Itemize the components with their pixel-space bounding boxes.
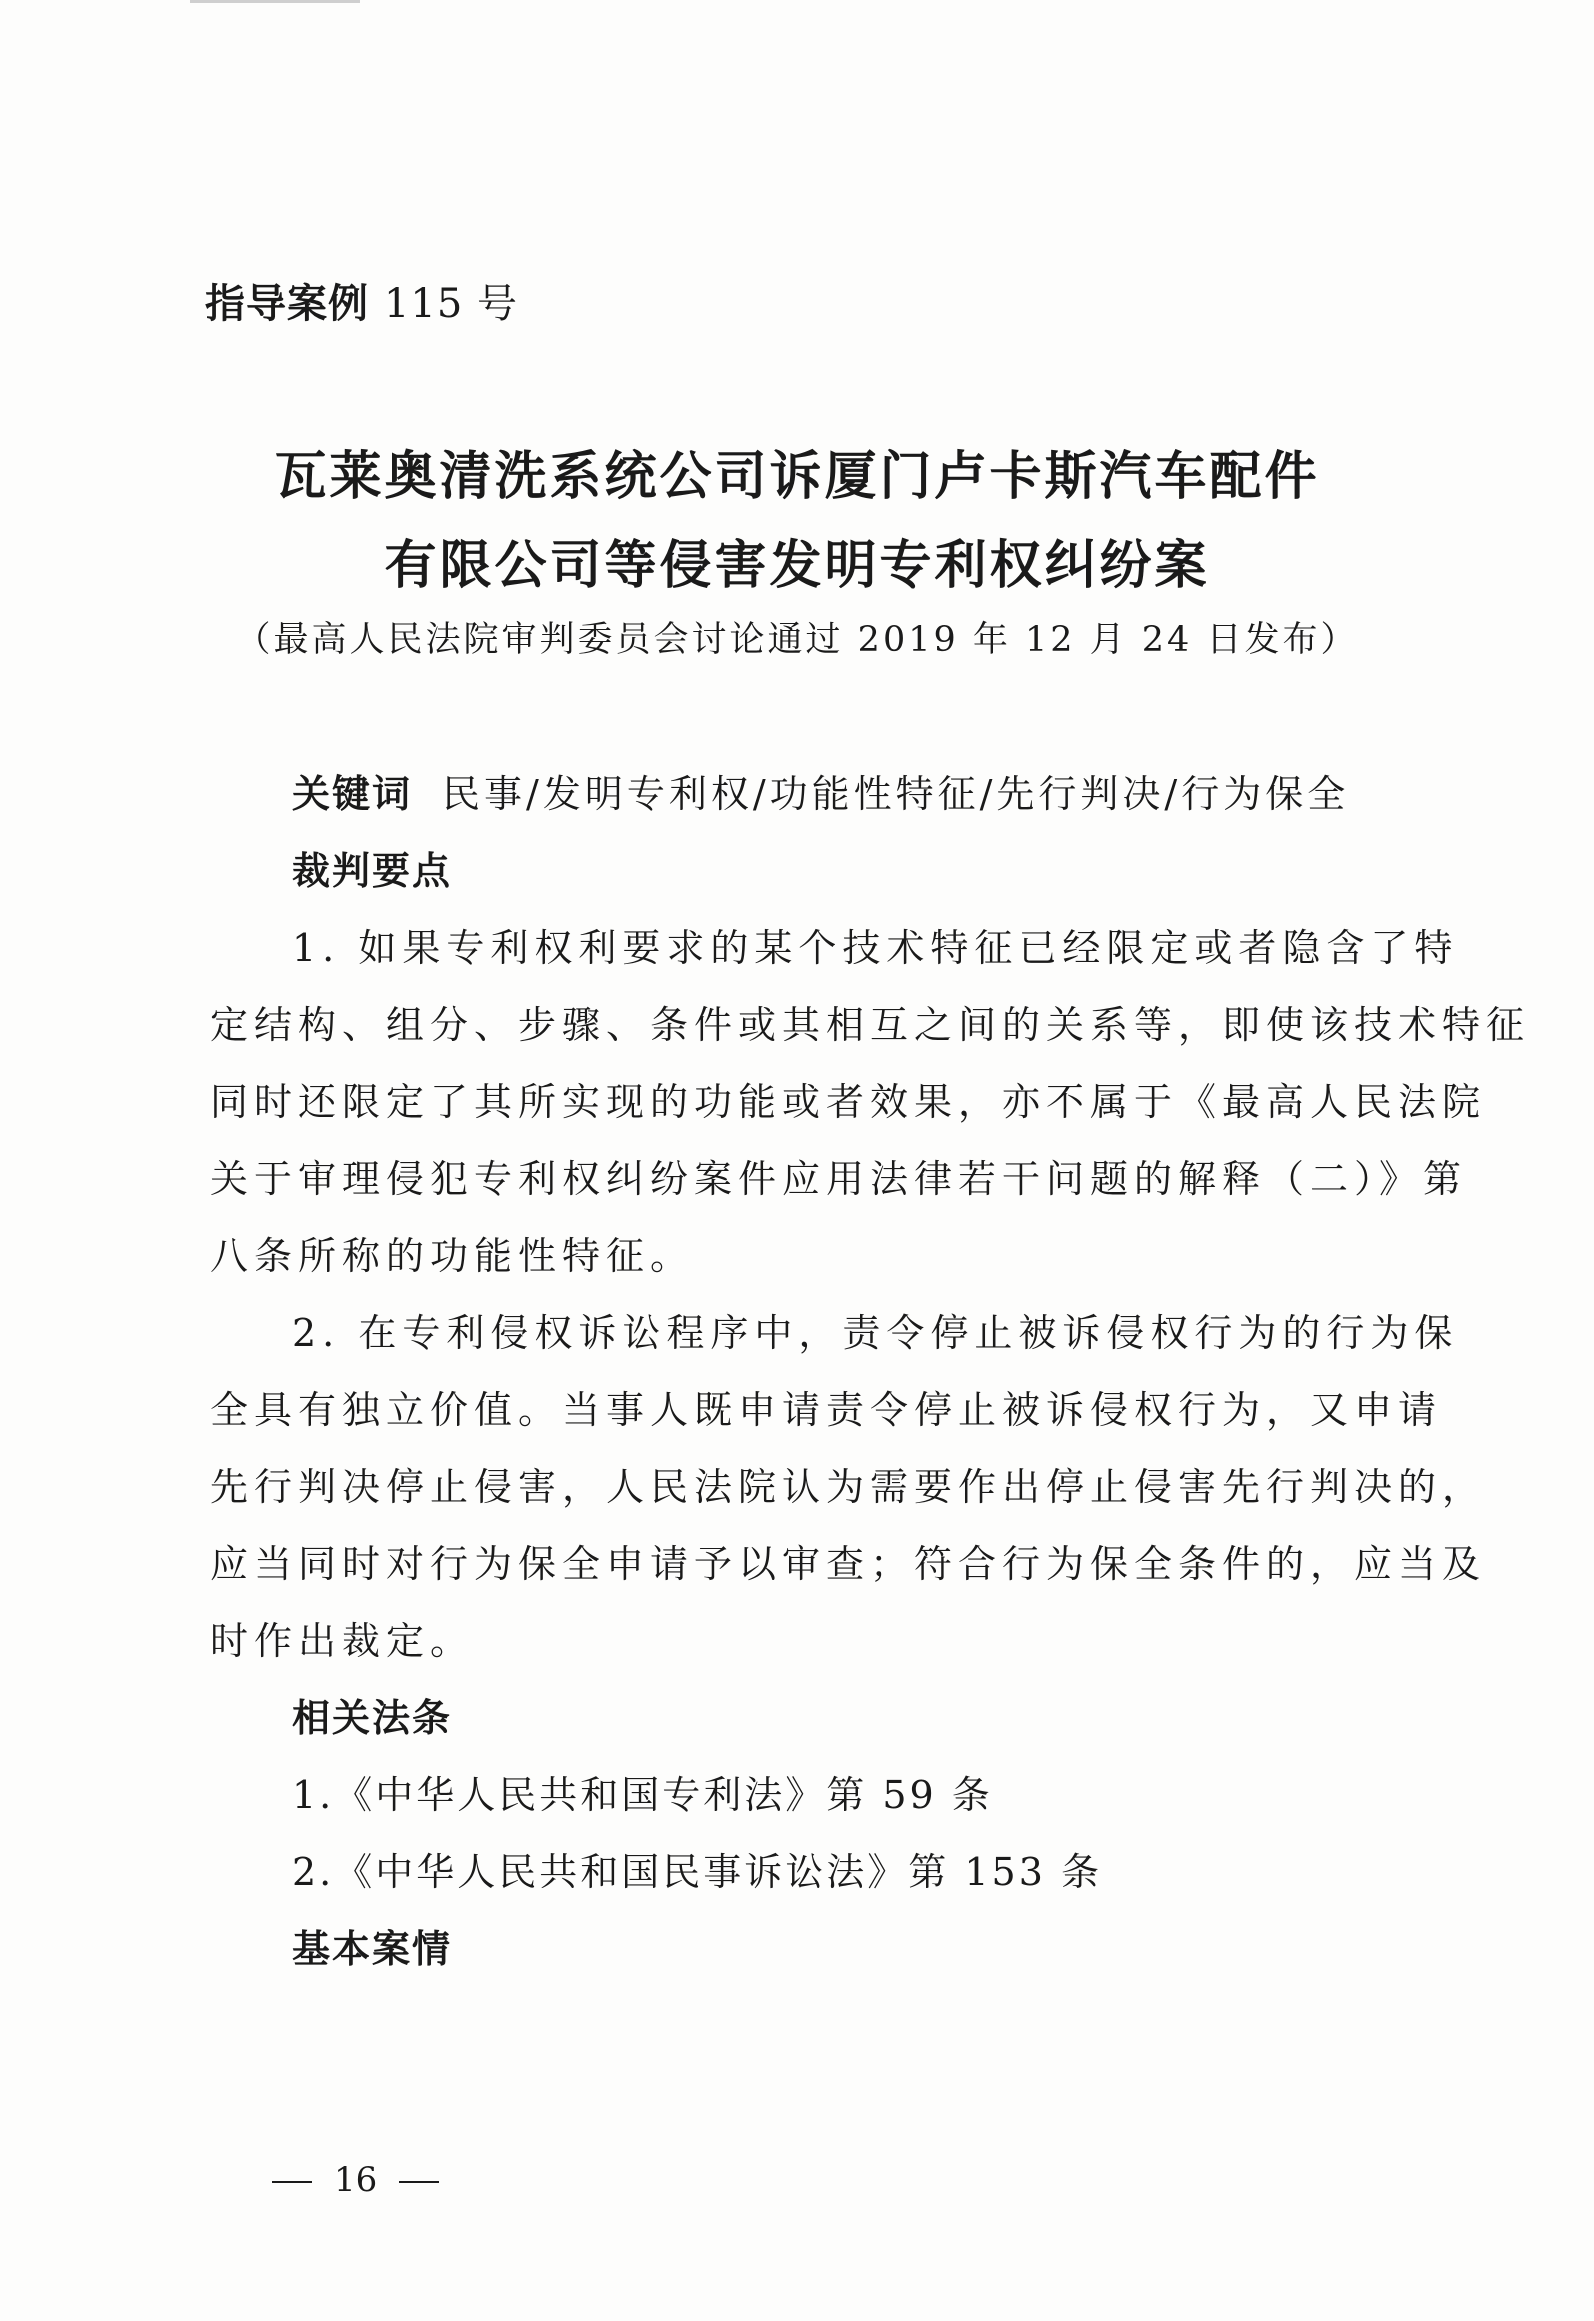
case-number: [205, 272, 518, 329]
page-number-footer: [250, 2160, 461, 2200]
paragraph-line: 八条所称的功能性特征。: [210, 1234, 695, 1278]
page-dash-left: [272, 2181, 312, 2183]
keywords-label: 关键词: [292, 772, 413, 816]
basic-facts-heading: 基本案情: [292, 1927, 453, 1971]
document-subtitle: （最高人民法院审判委员会讨论通过 2019 年 12 月 24 日发布）: [235, 620, 1359, 660]
document-title-line-2: 有限公司等侵害发明专利权纠纷案: [384, 536, 1210, 596]
paragraph-line: 1. 如果专利权利要求的某个技术特征已经限定或者隐含了特: [292, 926, 1459, 970]
paragraph-line: 2. 在专利侵权诉讼程序中，责令停止被诉侵权行为的行为保: [292, 1311, 1459, 1355]
keywords-text: 民事/发明专利权/功能性特征/先行判决/行为保全: [442, 772, 1350, 816]
case-number-value: 115 号: [383, 281, 518, 327]
case-number-label: 指导案例: [205, 281, 369, 327]
paragraph-line: 同时还限定了其所实现的功能或者效果，亦不属于《最高人民法院: [210, 1080, 1487, 1124]
paragraph-line: 应当同时对行为保全申请予以审查；符合行为保全条件的，应当及: [210, 1542, 1487, 1586]
paragraph-line: 全具有独立价值。当事人既申请责令停止被诉侵权行为，又申请: [210, 1388, 1443, 1432]
judgment-points-heading: 裁判要点: [292, 849, 453, 893]
page-number: 16: [334, 2160, 378, 2200]
related-law-item: 2.《中华人民共和国民事诉讼法》第 153 条: [292, 1850, 1102, 1894]
paragraph-line: 定结构、组分、步骤、条件或其相互之间的关系等，即使该技术特征: [210, 1003, 1531, 1047]
document-title-line-1: 瓦莱奥清洗系统公司诉厦门卢卡斯汽车配件: [274, 447, 1320, 507]
related-law-item: 1.《中华人民共和国专利法》第 59 条: [292, 1773, 993, 1817]
related-laws-heading: 相关法条: [292, 1696, 453, 1740]
keywords-row: [292, 763, 1349, 818]
paragraph-line: 关于审理侵犯专利权纠纷案件应用法律若干问题的解释（二）》第: [210, 1157, 1468, 1201]
paragraph-line: 时作出裁定。: [210, 1619, 475, 1663]
paragraph-line: 先行判决停止侵害，人民法院认为需要作出停止侵害先行判决的，: [210, 1465, 1487, 1509]
page-dash-right: [399, 2181, 439, 2183]
scan-artifact: [190, 0, 360, 3]
